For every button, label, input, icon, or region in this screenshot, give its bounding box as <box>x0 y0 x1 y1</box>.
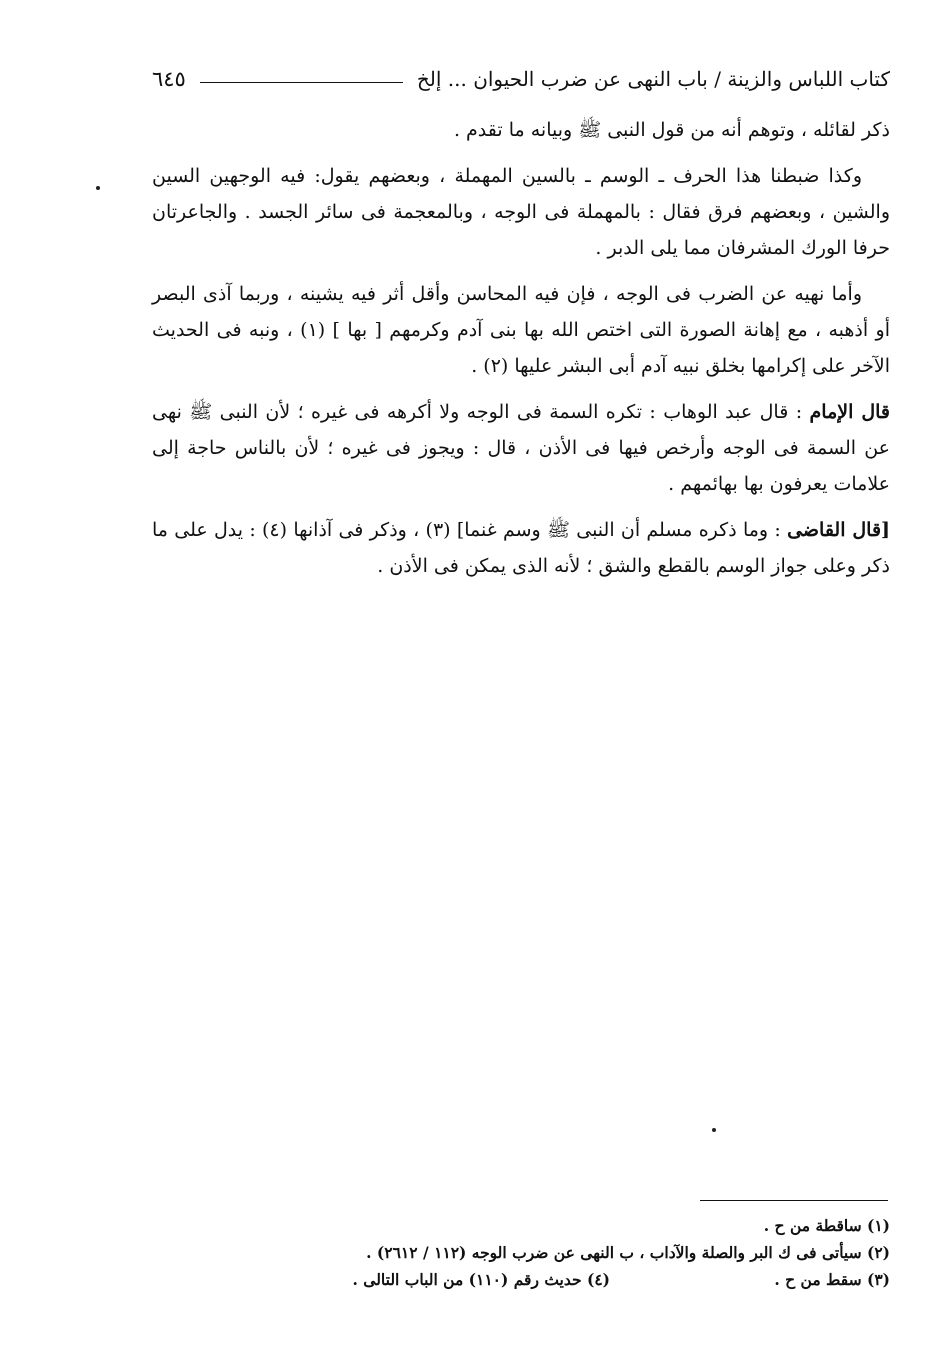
footnotes <box>152 1212 890 1293</box>
paragraph-5 <box>152 512 890 584</box>
page-number: ٦٤٥ <box>152 67 186 91</box>
footnote-row <box>152 1266 890 1293</box>
paragraph-1: ذكر لقائله ، وتوهم أنه من قول النبى ﷺ وبيانه ما تقدم . <box>453 119 890 141</box>
header-rule <box>200 82 403 83</box>
footnote-3: (٣) سقط من ح . <box>774 1270 890 1289</box>
paragraph-5-text: : وما ذكره مسلم أن النبى ﷺ وسم غنما] (٣) ، وذكر فى آذانها (٤) : يدل على ما ذكر وعلى جواز الوسم بالقطع والشق ؛ لأنه الذى يمكن فى الأذن . <box>152 519 890 577</box>
footnote-row <box>152 1212 890 1239</box>
running-title: كتاب اللباس والزينة / باب النهى عن ضرب الحيوان ... إلخ <box>416 67 890 91</box>
footnote-rule <box>700 1200 888 1201</box>
scan-speck <box>96 186 100 190</box>
footnote-1: (١) ساقطة من ح . <box>763 1216 890 1235</box>
paragraph-4-text: : قال عبد الوهاب : تكره السمة فى الوجه ولا أكرهه فى غيره ؛ لأن النبى ﷺ نهى عن السمة فى الوجه وأرخص فيها فى الأذن ، قال : ويجوز فى غيره ؛ لأن بالناس حاجة إلى علامات يعرفون بها بهائمهم . <box>152 401 890 495</box>
paragraph-5-label: [قال القاضى <box>787 519 891 541</box>
page-header <box>152 62 890 96</box>
paragraph-4-label: قال الإمام <box>809 401 891 423</box>
footnote-4: (٤) حديث رقم (١١٠) من الباب التالى . <box>352 1270 610 1289</box>
footnote-row <box>152 1239 890 1266</box>
paragraph-2: وكذا ضبطنا هذا الحرف ـ الوسم ـ بالسين المهملة ، وبعضهم يقول: فيه الوجهين السين والشين ، وبعضهم فرق فقال : بالمهملة فى الوجه ، وبالمعجمة فى سائر الجسد . والجاعرتان حرفا الورك المشرفان مما يلى الدبر . <box>152 165 890 259</box>
footnote-2: (٢) سيأتى فى ك البر والصلة والآداب ، ب النهى عن ضرب الوجه (١١٢ / ٢٦١٢) . <box>366 1243 890 1262</box>
scan-speck <box>712 1128 716 1132</box>
paragraph-4 <box>152 394 890 502</box>
paragraph-3: وأما نهيه عن الضرب فى الوجه ، فإن فيه المحاسن وأقل أثر فيه يشينه ، وربما آذى البصر أو أذهبه ، مع إهانة الصورة التى اختص الله بها بنى آدم وكرمهم [ بها ] (١) ، ونبه فى الحديث الآخر على إكرامها بخلق نبيه آدم أبى البشر عليها (٢) . <box>152 283 890 377</box>
main-text <box>152 112 890 594</box>
